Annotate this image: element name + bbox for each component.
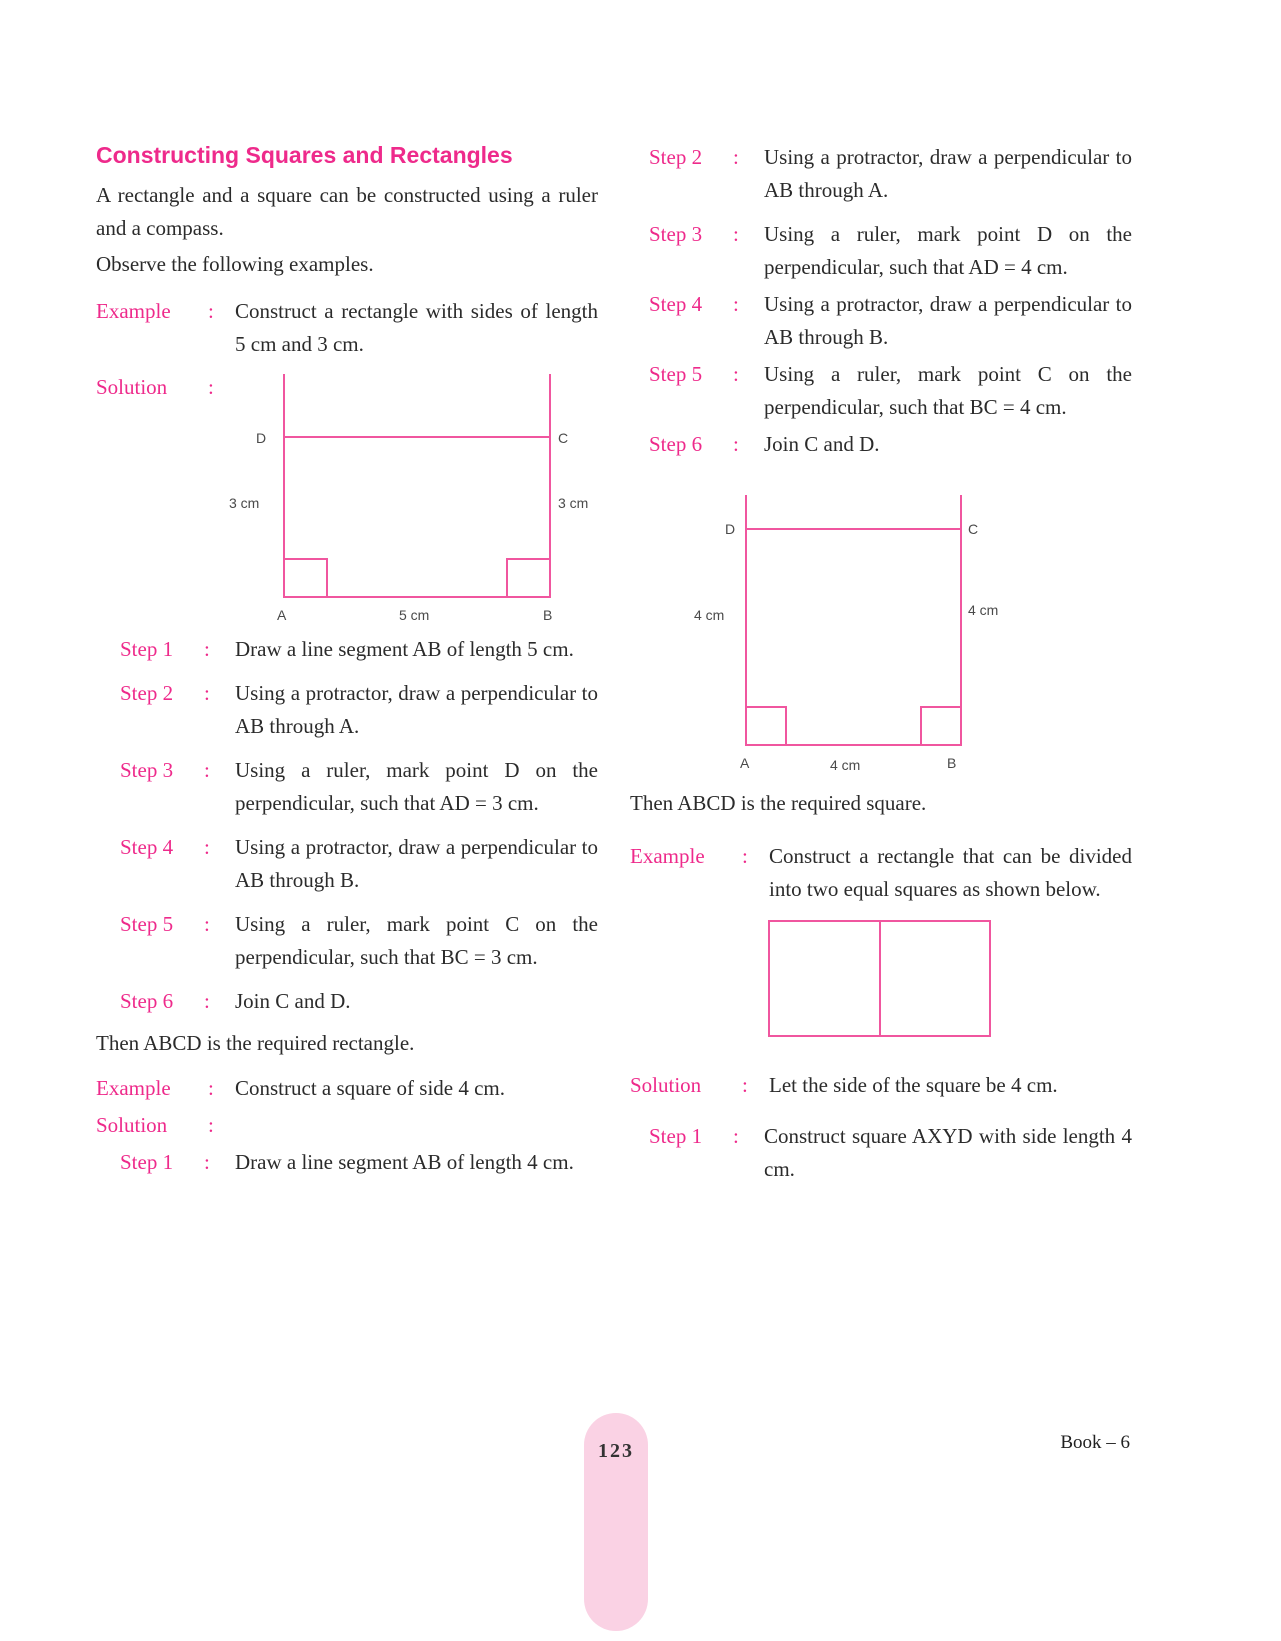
- vertex-label-D: D: [725, 521, 736, 537]
- perpendicular-extension-left: [283, 374, 285, 438]
- colon-separator: :: [204, 758, 210, 782]
- step-row: [96, 677, 598, 743]
- colon-separator: :: [204, 681, 210, 705]
- step-text: Draw a line segment AB of length 5 cm.: [235, 637, 574, 661]
- left-column: [96, 141, 598, 1190]
- step-label: Step 1: [649, 1124, 703, 1148]
- step-label: Step 6: [649, 432, 703, 456]
- intro-paragraph-2: Observe the following examples.: [96, 252, 374, 276]
- step-text: Join C and D.: [764, 432, 880, 456]
- right-angle-mark-A: [745, 706, 787, 746]
- step-row: [630, 358, 1132, 424]
- step-label: Step 6: [120, 989, 174, 1013]
- example-label: Example: [630, 844, 705, 868]
- example-row: [96, 295, 598, 361]
- step-label: Step 4: [649, 292, 703, 316]
- vertex-label-A: A: [740, 755, 750, 771]
- colon-separator: :: [733, 145, 739, 169]
- colon-separator: :: [742, 1073, 748, 1097]
- step-text: Using a ruler, mark point D on the perpendicular, such that AD = 4 cm.: [764, 222, 1132, 279]
- step-row: [96, 1146, 598, 1179]
- dimension-label-right: 3 cm: [558, 495, 589, 511]
- example-row: [96, 1072, 598, 1105]
- step-row: [630, 141, 1132, 207]
- step-label: Step 2: [649, 145, 703, 169]
- colon-separator: :: [204, 835, 210, 859]
- colon-separator: :: [204, 912, 210, 936]
- step-label: Step 1: [120, 637, 174, 661]
- colon-separator: :: [733, 292, 739, 316]
- colon-separator: :: [204, 989, 210, 1013]
- right-angle-mark-A: [283, 558, 328, 598]
- solution-label: Solution: [96, 1113, 168, 1137]
- solution-row: [96, 1109, 598, 1142]
- right-angle-mark-B: [920, 706, 962, 746]
- step-label: Step 3: [120, 758, 174, 782]
- square-construction-diagram: [630, 495, 1132, 783]
- step-text: Using a protractor, draw a perpendicular to AB through A.: [235, 681, 598, 738]
- dimension-label-left: 4 cm: [694, 607, 725, 623]
- step-label: Step 2: [120, 681, 174, 705]
- conclusion-text: Then ABCD is the required rectangle.: [96, 1031, 415, 1055]
- right-angle-mark-B: [506, 558, 551, 598]
- example-text: Construct a rectangle with sides of length 5 cm and 3 cm.: [235, 299, 598, 356]
- vertex-label-B: B: [543, 607, 553, 623]
- colon-separator: :: [208, 375, 214, 399]
- step-label: Step 1: [120, 1150, 174, 1174]
- colon-separator: :: [208, 299, 214, 323]
- colon-separator: :: [208, 1076, 214, 1100]
- right-column: [630, 141, 1132, 1197]
- example-text: Construct a square of side 4 cm.: [235, 1076, 506, 1100]
- perpendicular-extension-right: [549, 374, 551, 438]
- step-text: Using a protractor, draw a perpendicular to AB through B.: [235, 835, 598, 892]
- colon-separator: :: [208, 1113, 214, 1137]
- conclusion-text: Then ABCD is the required square.: [630, 791, 927, 815]
- solution-text: [235, 1109, 598, 1142]
- dimension-label-bottom: 4 cm: [830, 757, 861, 773]
- solution-label: Solution: [630, 1073, 702, 1097]
- dimension-label-left: 3 cm: [229, 495, 260, 511]
- step-text: Using a ruler, mark point C on the perpendicular, such that BC = 4 cm.: [764, 362, 1132, 419]
- step-row: [630, 218, 1132, 284]
- vertex-label-D: D: [256, 430, 267, 446]
- perpendicular-extension-right: [960, 495, 962, 530]
- colon-separator: :: [204, 1150, 210, 1174]
- dimension-label-right: 4 cm: [968, 602, 999, 618]
- solution-text: Let the side of the square be 4 cm.: [769, 1073, 1058, 1097]
- example-label: Example: [96, 299, 171, 323]
- step-text: Using a ruler, mark point C on the perpendicular, such that BC = 3 cm.: [235, 912, 598, 969]
- example-text: Construct a rectangle that can be divided into two equal squares as shown below.: [769, 844, 1132, 901]
- step-row: [96, 754, 598, 820]
- step-row: [96, 985, 598, 1018]
- step-text: Join C and D.: [235, 989, 351, 1013]
- example-label: Example: [96, 1076, 171, 1100]
- step-row: [630, 288, 1132, 354]
- step-row: [96, 633, 598, 666]
- perpendicular-extension-left: [745, 495, 747, 530]
- two-squares-rectangle-diagram: [768, 920, 991, 1037]
- vertex-label-B: B: [947, 755, 957, 771]
- step-label: Step 3: [649, 222, 703, 246]
- solution-label: Solution: [96, 375, 168, 399]
- colon-separator: :: [204, 637, 210, 661]
- step-label: Step 4: [120, 835, 174, 859]
- vertex-label-C: C: [968, 521, 979, 537]
- step-row: [630, 1120, 1132, 1186]
- colon-separator: :: [733, 362, 739, 386]
- example-row: [630, 840, 1132, 906]
- colon-separator: :: [733, 222, 739, 246]
- step-row: [96, 831, 598, 897]
- step-text: Construct square AXYD with side length 4 cm.: [764, 1124, 1132, 1181]
- colon-separator: :: [742, 844, 748, 868]
- rectangle-construction-diagram: [96, 374, 598, 629]
- dimension-label-bottom: 5 cm: [399, 607, 430, 623]
- step-text: Draw a line segment AB of length 4 cm.: [235, 1150, 574, 1174]
- middle-divider-line: [879, 922, 881, 1035]
- step-label: Step 5: [649, 362, 703, 386]
- colon-separator: :: [733, 1124, 739, 1148]
- step-label: Step 5: [120, 912, 174, 936]
- colon-separator: :: [733, 432, 739, 456]
- page-number: 123: [598, 1440, 634, 1462]
- step-text: Using a protractor, draw a perpendicular to AB through A.: [764, 145, 1132, 202]
- book-label: Book – 6: [1060, 1432, 1130, 1453]
- vertex-label-C: C: [558, 430, 569, 446]
- solution-row: [630, 1069, 1132, 1102]
- section-heading: Constructing Squares and Rectangles: [96, 142, 513, 168]
- step-row: [630, 428, 1132, 461]
- step-row: [96, 908, 598, 974]
- intro-paragraph: A rectangle and a square can be constructed using a ruler and a compass.: [96, 183, 598, 240]
- step-text: Using a protractor, draw a perpendicular to AB through B.: [764, 292, 1132, 349]
- vertex-label-A: A: [277, 607, 287, 623]
- step-text: Using a ruler, mark point D on the perpendicular, such that AD = 3 cm.: [235, 758, 598, 815]
